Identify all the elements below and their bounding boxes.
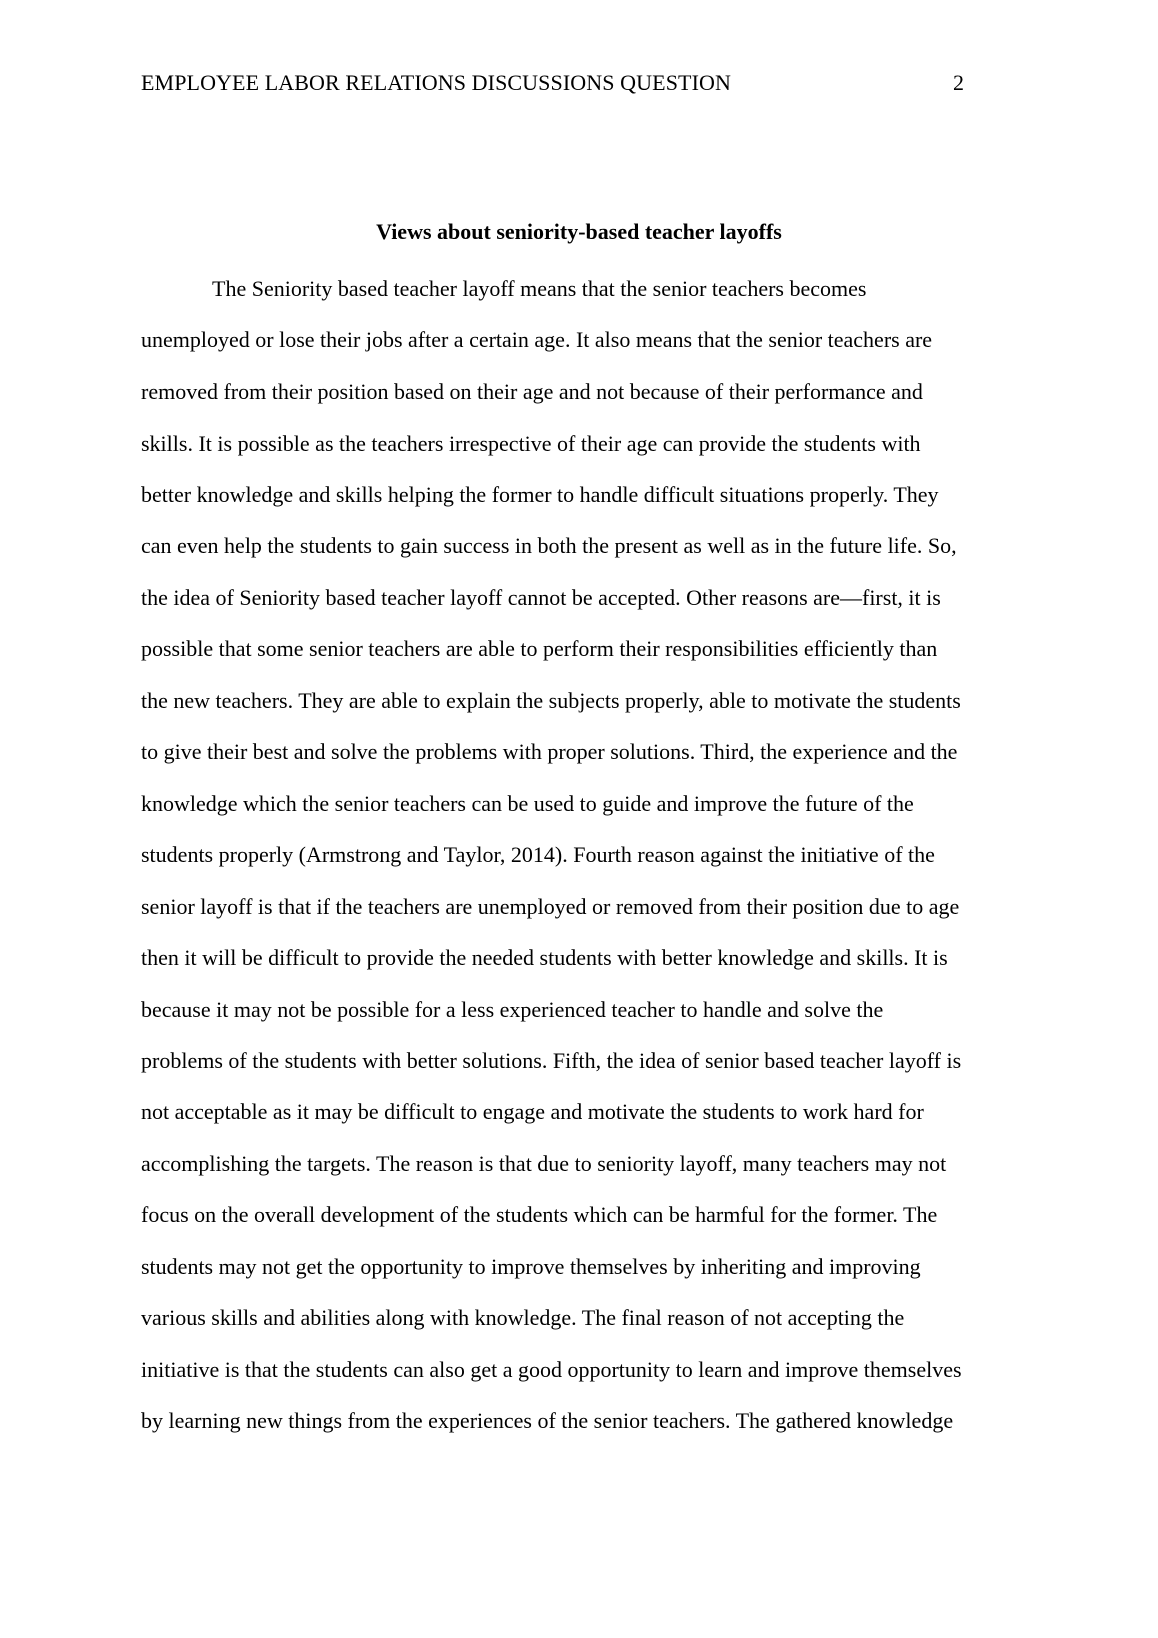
body-line: because it may not be possible for a less experienced teacher to handle and solve the — [141, 997, 884, 1022]
body-line: then it will be difficult to provide the needed students with better knowledge and skills. It is — [141, 945, 948, 970]
body-line: students may not get the opportunity to improve themselves by inheriting and improving — [141, 1254, 921, 1279]
body-line: focus on the overall development of the students which can be harmful for the former. The — [141, 1202, 938, 1227]
body-line: to give their best and solve the problems with proper solutions. Third, the experience and the — [141, 739, 958, 764]
body-line: knowledge which the senior teachers can be used to guide and improve the future of the — [141, 791, 914, 816]
body-line: The Seniority based teacher layoff means that the senior teachers becomes — [212, 276, 867, 301]
body-line: not acceptable as it may be difficult to engage and motivate the students to work hard for — [141, 1099, 924, 1124]
body-line: accomplishing the targets. The reason is that due to seniority layoff, many teachers may not — [141, 1151, 947, 1176]
body-line: by learning new things from the experiences of the senior teachers. The gathered knowledge — [141, 1408, 954, 1433]
body-line: unemployed or lose their jobs after a certain age. It also means that the senior teachers are — [141, 327, 933, 352]
body-line: the idea of Seniority based teacher layoff cannot be accepted. Other reasons are—first, it is — [141, 585, 941, 610]
body-line: the new teachers. They are able to explain the subjects properly, able to motivate the students — [141, 688, 961, 713]
body-line: skills. It is possible as the teachers irrespective of their age can provide the students with — [141, 431, 921, 456]
body-line: can even help the students to gain success in both the present as well as in the future life. So, — [141, 533, 957, 558]
body-line: problems of the students with better solutions. Fifth, the idea of senior based teacher layoff is — [141, 1048, 962, 1073]
body-line: better knowledge and skills helping the former to handle difficult situations properly. They — [141, 482, 939, 507]
page-number: 2 — [953, 70, 964, 95]
running-head: EMPLOYEE LABOR RELATIONS DISCUSSIONS QUESTION — [141, 70, 731, 95]
document-title: Views about seniority-based teacher layoffs — [376, 219, 782, 244]
body-line: removed from their position based on their age and not because of their performance and — [141, 379, 923, 404]
body-line: initiative is that the students can also get a good opportunity to learn and improve themselves — [141, 1357, 962, 1382]
body-line: possible that some senior teachers are able to perform their responsibilities efficiently than — [141, 636, 938, 661]
body-line: students properly (Armstrong and Taylor, 2014). Fourth reason against the initiative of the — [141, 842, 935, 867]
body-line: senior layoff is that if the teachers are unemployed or removed from their position due to age — [141, 894, 960, 919]
body-line: various skills and abilities along with knowledge. The final reason of not accepting the — [141, 1305, 905, 1330]
